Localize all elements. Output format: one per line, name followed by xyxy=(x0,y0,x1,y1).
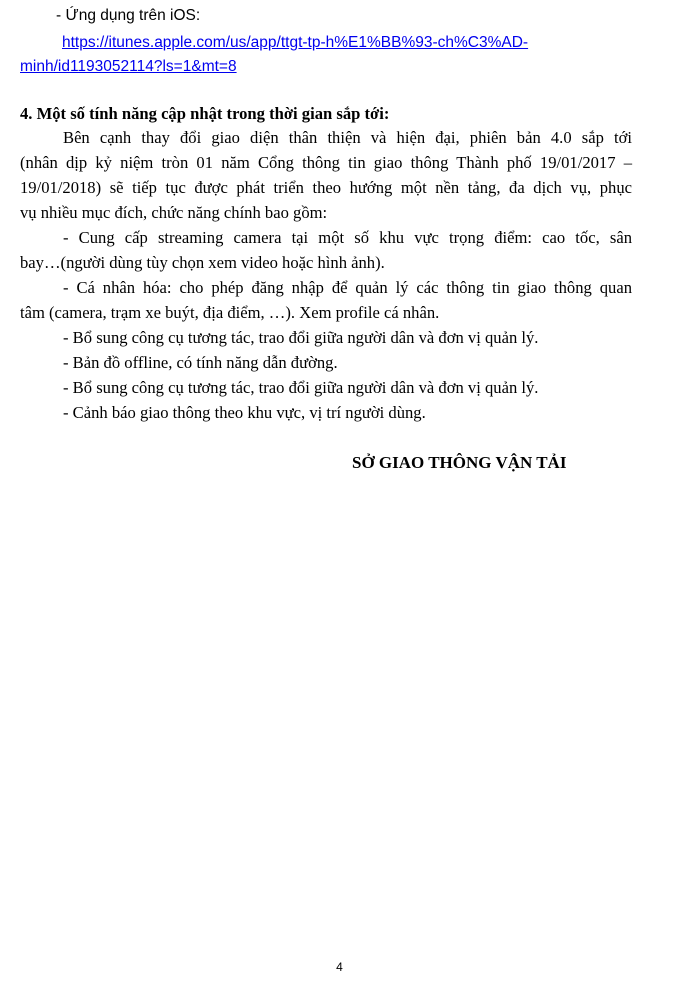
signature-organization: SỞ GIAO THÔNG VẬN TẢI xyxy=(352,453,567,472)
feature-item-streaming: - Cung cấp streaming camera tại một số khu vực trọng điểm: cao tốc, sân xyxy=(63,228,632,247)
feature-item-traffic-alert: - Cảnh báo giao thông theo khu vực, vị trí người dùng. xyxy=(63,403,426,422)
page-number: 4 xyxy=(336,960,343,974)
feature-item-interaction: - Bổ sung công cụ tương tác, trao đổi giữa người dân và đơn vị quản lý. xyxy=(63,328,539,347)
ios-app-link[interactable]: https://itunes.apple.com/us/app/ttgt-tp-h%E1%BB%93-ch%C3%AD- xyxy=(62,34,529,51)
intro-line-3: 19/01/2018) sẽ tiếp tục được phát triển theo hướng một nền tảng, đa dịch vụ, phục xyxy=(20,178,632,197)
ios-app-link-line1[interactable] xyxy=(62,30,674,55)
feature-item-offline-map: - Bản đồ offline, có tính năng dẫn đường. xyxy=(63,353,338,372)
intro-line-1: Bên cạnh thay đổi giao diện thân thiện và hiện đại, phiên bản 4.0 sắp tới xyxy=(63,128,632,147)
feature-item-personalization: - Cá nhân hóa: cho phép đăng nhập để quản lý các thông tin giao thông quan xyxy=(63,278,632,297)
feature-item-streaming-cont: bay…(người dùng tùy chọn xem video hoặc hình ảnh). xyxy=(20,253,385,272)
feature-item-interaction-repeat: - Bổ sung công cụ tương tác, trao đổi giữa người dân và đơn vị quản lý. xyxy=(63,378,539,397)
section-4-heading: 4. Một số tính năng cập nhật trong thời gian sắp tới: xyxy=(20,104,390,123)
intro-line-4: vụ nhiều mục đích, chức năng chính bao gồm: xyxy=(20,203,328,222)
ios-app-link-continued[interactable]: minh/id1193052114?ls=1&mt=8 xyxy=(20,58,237,75)
ios-app-label: - Ứng dụng trên iOS: xyxy=(56,7,201,24)
intro-line-2: (nhân dịp kỷ niệm tròn 01 năm Cổng thông tin giao thông Thành phố 19/01/2017 – xyxy=(20,153,632,172)
ios-app-link-line2[interactable] xyxy=(20,54,632,79)
feature-item-personalization-cont: tâm (camera, trạm xe buýt, địa điểm, …). Xem profile cá nhân. xyxy=(20,303,440,322)
